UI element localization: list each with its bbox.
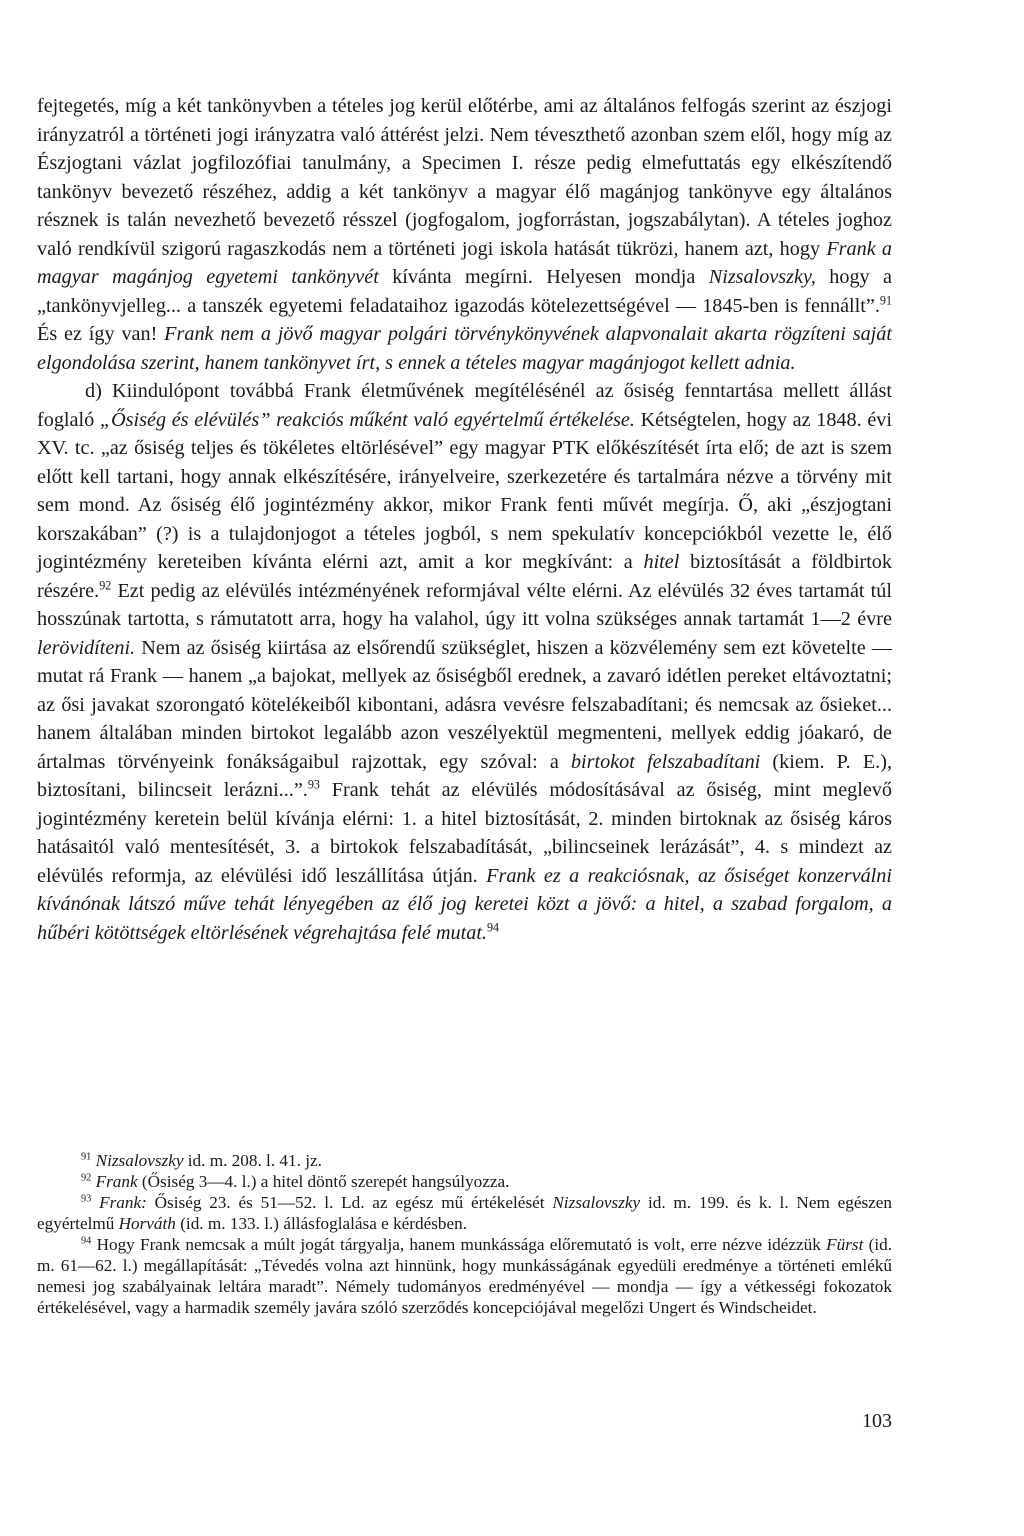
italic-text: „Ősiség és elévülés” reakciós műként való egyértelmű értékelése. bbox=[99, 408, 635, 431]
text-run: biztosítását a földbirtok részére. bbox=[37, 551, 892, 602]
footnote-93 bbox=[37, 1192, 892, 1234]
paragraph-2 bbox=[37, 377, 892, 947]
text-run: Ezt pedig az elévülés intézményének reformjával vélte elérni. Az elévülés 32 éves tartamát túl hosszúnak tartotta, s rámutatott arra, hogy ha valahol, úgy itt volna szükséges annak tartamát 1—2 évre bbox=[37, 579, 892, 630]
italic-text: Frank nem a jövő magyar polgári törvénykönyvének alapvonalait akarta rögzíteni saját elgondolása szerint, hanem tankönyvet írt, s ennek a tételes magyar magánjogot kellett adnia. bbox=[37, 323, 892, 374]
italic-text: Nizsalovszky bbox=[95, 1151, 184, 1170]
footnote-ref: 91 bbox=[81, 1151, 92, 1163]
text-run bbox=[91, 1193, 99, 1212]
text-run: Kétségtelen, hogy az 1848. évi XV. tc. „az ősiség teljes és tökéletes eltörlésével” egy magyar PTK előkészítését írta elő; de azt is szem előtt kell tartani, hogy annak elkészítésére, irányelveire, szerkezetére és tartalmára nézve a törvény mit sem mond. Az ősiség élő jogintézmény akkor, mikor Frank fenti művét megírja. Ő, aki „észjogtani korszakában” (?) is a tulajdonjogot a tételes jogból, s nem spekulatív koncepciókból vezette le, élő jogintézmény kereteiben kívánta elérni azt, amit a kor megkívánt: a bbox=[37, 408, 893, 573]
italic-text: Frank a magyar magánjog egyetemi tankönyvét bbox=[37, 237, 892, 288]
italic-text: Horváth bbox=[118, 1214, 176, 1233]
text-run: Nem az ősiség kiirtása az elsőrendű szükséglet, hiszen a közvélemény sem ezt követelte — mutat rá Frank — hanem „a bajokat, mellyek az ősiségből erednek, a zavaró idétlen pereket eltávoztatni; az ősi javakat szorongató kötelékeiből kibontani, adásra vevésre felszabadítani; és nemcsak az ősieket... hanem általában minden birtokot legalább azon veszélyektül megmenteni, mellyek eddig jóakaró, de ártalmas törvényeink fonákságaibul rajzottak, egy szóval: a bbox=[37, 636, 892, 773]
footnote-ref: 94 bbox=[81, 1235, 92, 1247]
text-run: (kiem. P. E.), biztosítani, bilincseit lerázni...”. bbox=[37, 750, 892, 801]
italic-text: Nizsalovszky, bbox=[708, 266, 816, 288]
text-run: Hogy Frank nemcsak a múlt jogát tárgyalja, hanem munkássága előremutató is volt, erre nézve idézzük bbox=[91, 1235, 827, 1254]
text-run: id. m. 208. l. 41. jz. bbox=[183, 1151, 322, 1170]
footnote-91 bbox=[37, 1150, 892, 1171]
text-run: És ez így van! bbox=[37, 323, 165, 345]
text-run: (id. m. 133. l.) állásfoglalása e kérdésben. bbox=[175, 1214, 468, 1233]
paragraph-1 bbox=[37, 92, 892, 377]
page-number: 103 bbox=[862, 1410, 892, 1432]
text-run: kívánta megírni. Helyesen mondja bbox=[378, 266, 709, 288]
italic-text: birtokot felszabadítani bbox=[570, 750, 761, 773]
italic-text: hitel bbox=[643, 551, 680, 573]
text-run: hogy a „tankönyvjelleg... a tanszék egyetemi feladataihoz igazodás kötelezettségével — 1845-ben is fennállt”. bbox=[37, 266, 893, 317]
italic-text: Frank: bbox=[99, 1193, 147, 1212]
text-run: id. m. 199. és k. l. Nem egészen egyértelmű bbox=[37, 1193, 892, 1233]
text-run: (id. m. 61—62. l.) megállapítását: „Tévedés volna azt hinnünk, hogy munkásságának egyedüli eredménye a történeti emlékű nemesi jog szabályainak leltára maradt”. Némely tudományos eredményével — mondja — így a vétkességi fokozatok értékelésével, vagy a harmadik személy javára szóló szerződés koncepciójával megelőzi Ungert és Windscheidet. bbox=[37, 1235, 893, 1317]
footnote-94 bbox=[37, 1234, 892, 1318]
text-run: fejtegetés, míg a két tankönyvben a tételes jog kerül előtérbe, ami az általános felfogás szerint az észjogi irányzatról a történeti jogi irányzatra való áttérést jelzi. Nem téveszthető azonban szem elől, hogy míg az Észjogtani vázlat jogfilozófiai tanulmány, a Specimen I. része pedig elmefuttatás egy elkészítendő tankönyv bevezető részéhez, addig a két tankönyv a magyar élő magánjog tankönyve egy általános résznek is talán nevezhető bevezető résszel (jogfogalom, jogforrástan, jogszabálytan). A tételes joghoz való rendkívül szigorú ragaszkodás nem a történeti jogi iskola hatását tükrözi, hanem azt, hogy bbox=[37, 95, 892, 260]
body-text bbox=[37, 92, 892, 947]
italic-text: Frank bbox=[95, 1172, 138, 1191]
text-run: (Ősiség 3—4. l.) a hitel döntő szerepét hangsúlyozza. bbox=[137, 1172, 510, 1191]
italic-text: Fürst bbox=[826, 1235, 864, 1254]
italic-text: Nizsalovszky bbox=[552, 1193, 641, 1212]
footnote-ref: 92 bbox=[81, 1172, 92, 1184]
text-run: Ősiség 23. és 51—52. l. Ld. az egész mű értékelését bbox=[146, 1193, 553, 1212]
footnote-ref: 92 bbox=[99, 577, 112, 592]
text-run: Frank tehát az elévülés módosításával az ősiség, mint meglevő jogintézmény keretein belül kívánja elérni: 1. a hitel biztosítását, 2. minden birtoknak az ősiség káros hatásaitól való mentesítését, 3. a birtokok felszabadítását, „bilincseinek lerázását”, 4. s mindezt az elévülés reformja, az elévülési idő leszállítása útján. bbox=[37, 779, 892, 887]
footnote-ref: 93 bbox=[307, 777, 320, 792]
footnote-92 bbox=[37, 1171, 892, 1192]
footnote-ref: 91 bbox=[879, 292, 892, 307]
italic-text: lerövidíteni. bbox=[37, 636, 136, 659]
text-run: d) Kiindulópont továbbá Frank életművének megítélésénél az ősiség fenntartása mellett állást foglaló bbox=[37, 380, 892, 431]
italic-text: Frank ez a reakciósnak, az ősiséget konzerválni kívánónak látszó műve tehát lényegében az élő jog keretei közt a jövő: a hitel, a szabad forgalom, a hűbéri kötöttségek eltörlésének végrehajtása felé mutat. bbox=[37, 864, 892, 944]
footnotes bbox=[37, 1150, 892, 1318]
footnote-ref: 93 bbox=[81, 1193, 92, 1205]
footnote-ref: 94 bbox=[486, 919, 500, 934]
